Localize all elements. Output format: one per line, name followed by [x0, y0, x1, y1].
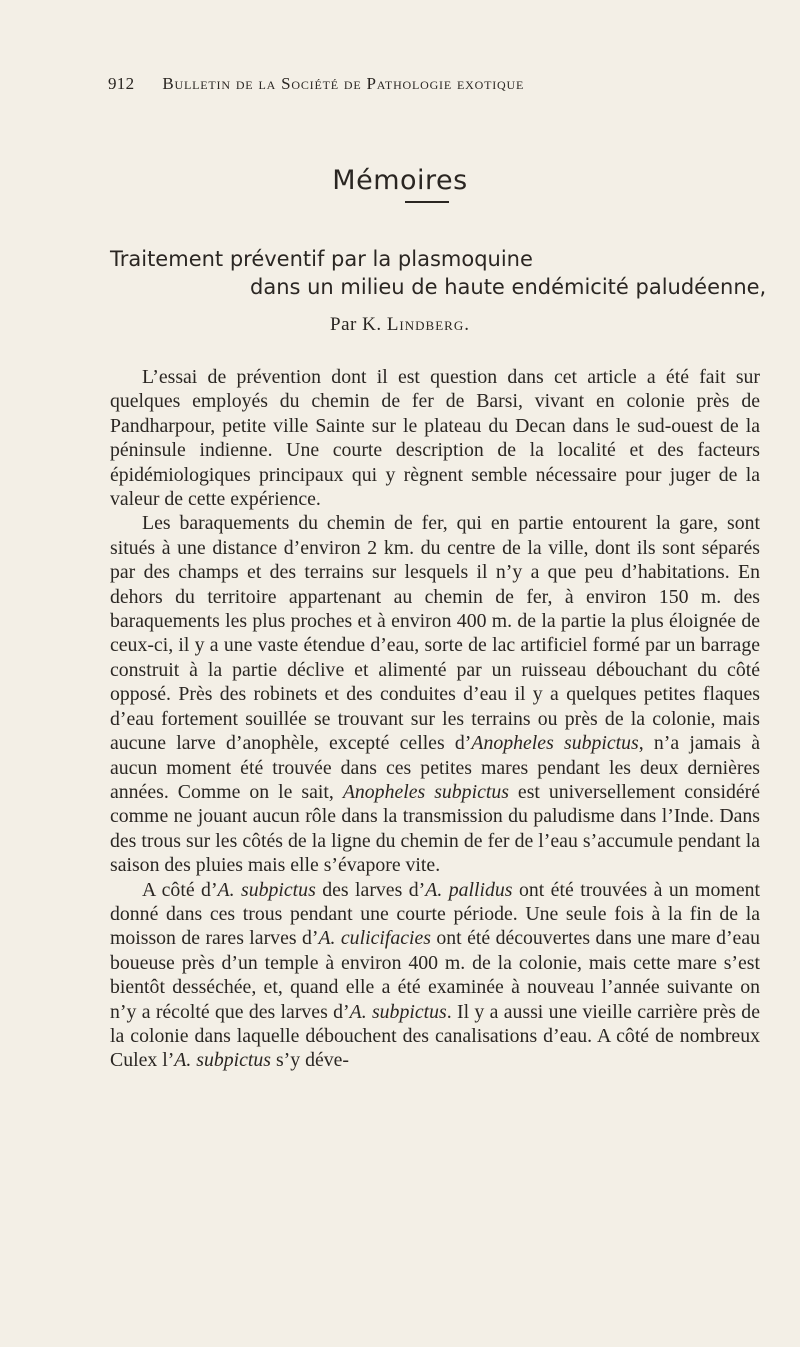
author-name: Lindberg.	[386, 314, 470, 335]
body-paragraph	[110, 511, 760, 877]
article-body	[110, 365, 760, 1073]
body-paragraph	[110, 365, 760, 511]
section-title: Mémoires	[332, 165, 468, 197]
byline	[0, 314, 800, 336]
paragraph-text: est universellement considéré comme ne jouant aucun rôle dans la transmission du paludisme dans l’Inde. Dans des trous sur les côtés de la ligne du chemin de fer de l’eau s’accumule pendant la saison des pluies mais elle s’évapore vite.	[110, 780, 760, 877]
species-name: A. pallidus	[425, 878, 513, 901]
running-head	[108, 74, 668, 94]
species-name: A. subpictus	[349, 1000, 447, 1023]
paragraph-text: . Il y a aussi une vieille carrière près de la colonie dans laquelle débouchent des canalisations d’eau. A côté de nombreux Culex l’	[110, 1000, 760, 1072]
article-title-line-2: dans un milieu de haute endémicité paludéenne,	[250, 275, 767, 299]
byline-prefix: Par K.	[330, 314, 387, 335]
journal-title: Bulletin de la Société de Pathologie exotique	[162, 74, 525, 93]
paragraph-text: Les baraquements du chemin de fer, qui en partie entourent la gare, sont situés à une distance d’environ 2 km. du centre de la ville, dont ils sont séparés par des champs et des terrains sur lesquels il n’y a que peu d’habitations. En dehors du territoire appartenant au chemin de fer, à environ 150 m. des baraquements les plus proches et à environ 400 m. de la partie la plus éloignée de ceux-ci, il y a une vaste étendue d’eau, sorte de lac artificiel formé par un barrage construit à la partie déclive et alimenté par un ruisseau débouchant du côté opposé. Près des robinets et des conduites d’eau il y a quelques petites flaques d’eau fortement souillée se trouvant sur les terrains ou près de la colonie, mais aucune larve d’anophèle, excepté celles d’	[110, 512, 760, 755]
species-name: Anopheles subpictus	[342, 780, 509, 803]
paragraph-text: A côté d’	[142, 878, 218, 901]
species-name: A. subpictus	[174, 1049, 271, 1072]
paragraph-text: ont été découvertes dans une mare d’eau boueuse près d’un temple à environ 400 m. de la colonie, mais cette mare s’est bientôt desséchée, et, quand elle a été examinée à nouveau l’année suivante on n’y a récolté que des larves d’	[110, 927, 760, 1023]
paragraph-text: L’essai de prévention dont il est question dans cet article a été fait sur quelques employés du chemin de fer de Barsi, vivant en colonie près de Pandharpour, petite ville Sainte sur le plateau du Decan dans le sud-ouest de la péninsule indienne. Une courte description de la localité et des facteurs épidémiologiques principaux qui y règnent semble nécessaire pour juger de la valeur de cette expérience.	[110, 366, 760, 511]
paragraph-text: , n’a jamais à aucun moment été trouvée dans ces petites mares pendant les deux dernières années. Comme on le sait,	[110, 732, 761, 803]
title-rule	[405, 201, 449, 203]
paragraph-text: s’y déve-	[271, 1049, 349, 1072]
paragraph-text: ont été trouvées à un moment donné dans ces trous pendant une courte période. Une seule fois à la fin de la moisson de rares larves d’	[110, 878, 760, 950]
article-title-line-1: Traitement préventif par la plasmoquine	[110, 247, 533, 271]
page-number: 912	[108, 74, 135, 93]
body-paragraph	[110, 878, 760, 1073]
species-name: A. subpictus	[217, 878, 316, 901]
species-name: Anopheles subpictus	[471, 732, 639, 755]
paragraph-text: des larves d’	[315, 878, 426, 901]
species-name: A. culicifacies	[318, 927, 431, 950]
